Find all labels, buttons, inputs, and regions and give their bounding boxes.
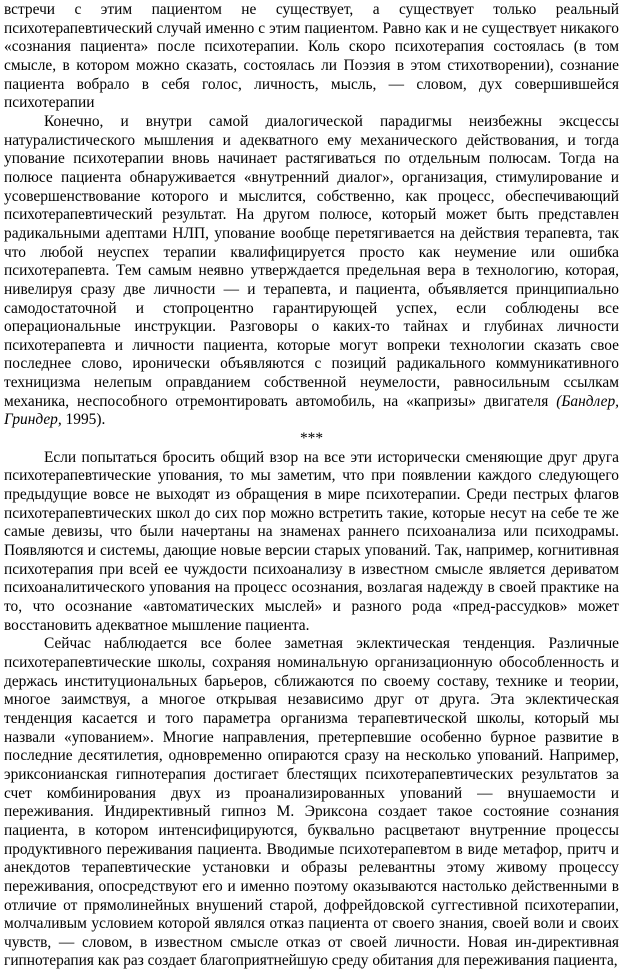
paragraph-4: Сейчас наблюдается все более заметная эклектическая тенденция. Различные психотерапевтические школы, сохраняя номинальную организационную обособленность и держась институциональных барьеров, сближаются по своему составу, технике и теории, многое заимствуя, а многое открывая независимо друг от друга. Эта эклектическая тенденция касается и того параметра организма терапевтической школы, который мы назвали «упованием». Многие направления, претерпевшие особенно бурное развитие в последние десятилетия, одновременно опираются сразу на несколько упований. Например, эриксонианская гипнотерапия достигает блестящих психотерапевтических результатов за счет комбинирования двух из проанализированных упований — внушаемости и переживания. Индирективный гипноз М. Эриксона создает такое состояние сознания пациента, в котором интенсифицируются, буквально расцветают внутренние процессы продуктивного переживания пациента. Вводимые психотерапевтом в виде метафор, притч и анекдотов терапевтические установки и образы релевантны этому живому процессу переживания, опосредствуют его и именно поэтому оказываются настолько действенными в отличие от прямолинейных внушений старой, дофрейдовской суггестивной психотерапии, молчаливым условием которой являлся отказ пациента от своего знания, своей воли и своих чувств, — словом, в известном смысле отказ от своей личности. Новая ин-директивная гипнотерапия как раз создает благоприятнейшую среду обитания для переживания пациента,	[4, 635, 619, 970]
paragraph-2-text: Конечно, и внутри самой диалогической парадигмы неизбежны эксцессы натуралистического мышления и адекватного ему механического действования, и тогда упование психотерапии вновь начинает растягиваться по отдельным полюсам. Тогда на полюсе пациента обнаруживается «внутренний диалог», организация, стимулирование и усовершенствование которого и мыслится, собственно, как процесс, обеспечивающий психотерапевтический результат. На другом полюсе, который может быть представлен радикальными адептами НЛП, упование вообще перетягивается на действия терапевта, так что любой неуспех терапии квалифицируется просто как неумение или ошибка психотерапевта. Тем самым неявно утверждается предельная вера в технологию, которая, нивелируя сразу две личности — и терапевта, и пациента, объявляется принципиально самодостаточной и стопроцентно гарантирующей успех, если соблюдены все операциональные инструкции. Разговоры о каких-то тайнах и глубинах личности психотерапевта и личности пациента, которые могут вопреки технологии сказать свое последнее слово, иронически объявляются с позиций радикального коммуникативного техницизма нелепым оправданием собственной неумелости, равносильным ссылкам механика, неспособного отремонтировать автомобиль, на «капризы» двигателя	[4, 112, 619, 410]
paragraph-1: встречи с этим пациентом не существует, а существует только реальный психотерапевтический случай именно с этим пациентом. Равно как и не существует никакого «сознания пациента» после психотерапии. Коль скоро психотерапия состоялась (в том смысле, в котором можно сказать, состоялась ли Поэзия в этом стихотворении), сознание пациента вобрало в себя голос, личность, мысль, — словом, дух совершившейся психотерапии	[4, 1, 619, 112]
citation-year: 1995).	[61, 411, 106, 429]
paragraph-2	[4, 113, 619, 430]
citation-authors: (Бандлер, Гриндер,	[4, 392, 619, 429]
section-separator: ***	[299, 430, 324, 448]
paragraph-3: Если попытаться бросить общий взор на все эти исторически сменяющие друг друга психотерапевтические упования, то мы заметим, что при появлении каждого следующего предыдущие вовсе не выходят из обращения в мире психотерапии. Среди пестрых флагов психотерапевтических школ до сих пор можно встретить такие, которые несут на себе те же самые девизы, что были начертаны на знаменах раннего психоанализа или психодрамы. Появляются и системы, дающие новые версии старых упований. Так, например, когнитивная психотерапия при всей ее чуждости психоанализу в известном смысле является дериватом психоаналитического упования на процесс осознания, возлагая надежду в своей практике на то, что осознание «автоматических мыслей» и разного рода «пред-рассудков» может восстановить адекватное мышление пациента.	[4, 448, 619, 634]
